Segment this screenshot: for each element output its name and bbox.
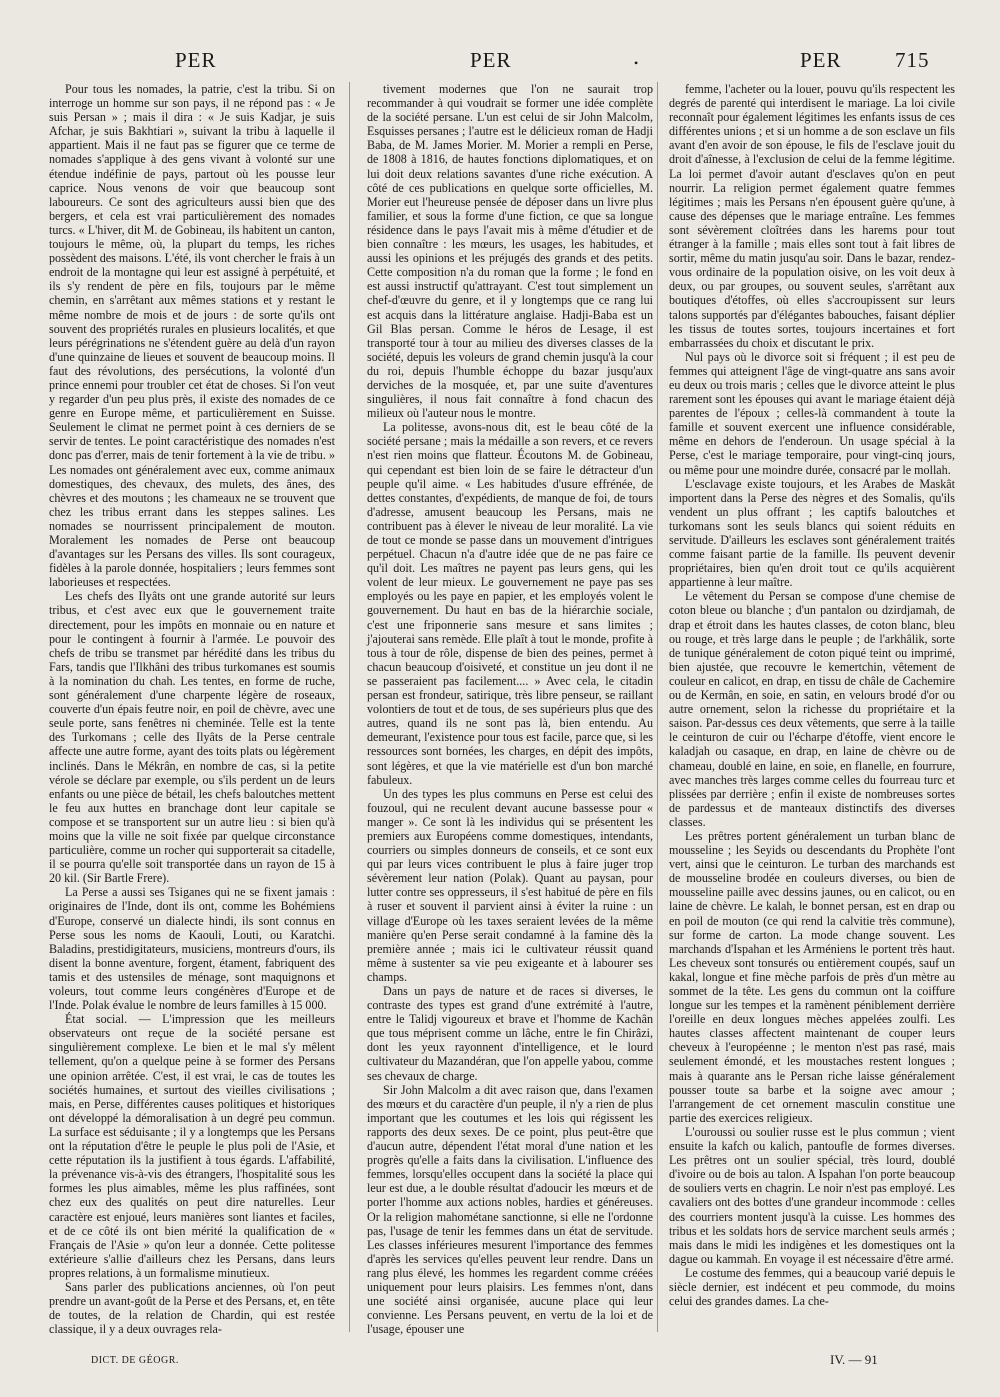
paragraph: Sans parler des publications anciennes, où l'on peut prendre un avant-goût de la Perse et des Persans, et, en tête de toutes, de la relation de Chardin, qui est restée classique, il y a deux ouvrages rela- (49, 1279, 335, 1337)
text-column-3 (669, 82, 955, 1327)
running-header (0, 48, 1000, 78)
paragraph: Le costume des femmes, qui a beaucoup varié depuis le siècle dernier, est indécent et peu commode, du moins celui des grandes dames. La che- (669, 1265, 955, 1309)
paragraph: Sir John Malcolm a dit avec raison que, dans l'examen des mœurs et du caractère d'un peuple, il n'y a rien de plus important que les coutumes et les lois qui régissent les rapports des deux sexes. De ce point, plus peut-être que d'aucun autre, dépendent l'état moral d'une nation et les progrès qu'elle a faits dans la civilisation. L'influence des femmes, lorsqu'elles occupent dans la société la place qui leur est due, a le double résultat d'adoucir les mœurs et de porter l'homme aux actions nobles, hardies et généreuses. Or la religion mahométane sanctionne, si elle ne l'ordonne pas, l'usage de tenir les femmes dans un état de servitude. Les classes inférieures mesurent l'importance des femmes d'après les services qu'elles peuvent leur rendre. Dans un rang plus élevé, les hommes les regardent comme créées uniquement pour leurs plaisirs. Les femmes n'ont, dans une société ainsi organisée, aucune place qui leur convienne. Les Persans peuvent, en vertu de la loi et de l'usage, épouser une (367, 1082, 653, 1337)
paragraph: tivement modernes que l'on ne saurait trop recommander à qui voudrait se former une idée complète de la société persane. L'un est celui de sir John Malcolm, Esquisses persanes ; l'autre est le délicieux roman de Hadji Baba, de M. James Morier. M. Morier a rempli en Perse, de 1808 à 1816, de hautes fonctions diplomatiques, et on lui doit deux relations savantes d'une riche exécution. A côté de ces publications en quelque sorte officielles, M. Morier eut l'heureuse pensée de déposer dans un livre plus familier, et sous la forme d'une fiction, ce que sa longue résidence dans le pays l'avait mis à même d'étudier et de bien connaître : les mœurs, les usages, les habitudes, et aussi les opinions et les préjugés des grands et des petits. Cette composition n'a du roman que la forme ; le fond en est aussi instructif qu'attrayant. C'est tout simplement un chef-d'œuvre du genre, et il y longtemps que ce rang lui est acquis dans la littérature anglaise. Hadji-Baba est un Gil Blas persan. Comme le héros de Lesage, il est transporté tour à tour au milieu des diverses classes de la société, depuis les voleurs de grand chemin jusqu'à la cour du roi, depuis l'humble échoppe du bazar jusqu'aux derviches de la mosquée, et, par une suite d'aventures singulières, il nous fait connaître à fond chacun des milieux où l'auteur nous le montre. (367, 82, 653, 421)
paragraph: Les chefs des Ilyâts ont une grande autorité sur leurs tribus, et c'est avec eux que le gouvernement traite directement, pour les impôts en monnaie ou en nature et pour le contingent à fournir à l'armée. Le pouvoir des chefs de tribu se transmet par hérédité dans les tribus du Fars, tandis que l'Ilkhâni des tribus turkomanes est soumis à la nomination du chah. Les tentes, en forme de ruche, sont généralement d'une charpente légère de roseaux, couverte d'un épais feutre noir, en poil de chèvre, avec une seule porte, sans fenêtres ni cheminée. Telle est la tente des Turkomans ; celle des Ilyâts de la Perse centrale affecte une autre forme, ayant des toits plats ou légèrement inclinés. Dans le Mékrân, en nombre de cas, si la petite vérole se déclare par exemple, ou s'ils perdent un de leurs enfants ou une pièce de bétail, les chefs baloutches mettent le feu aux huttes en branchage dont leur capitale se compose et se transportent sur un autre lieu : si bien qu'à moins que la ville ne soit fixée par quelque circonstance particulière, comme un rocher qui supporterait sa citadelle, il se pourra qu'elle soit transportée dans un rayon de 15 à 20 kil. (Sir Bartle Frere). (49, 589, 335, 886)
paragraph: Nul pays où le divorce soit si fréquent ; il est peu de femmes qui atteignent l'âge de vingt-quatre ans sans avoir eu deux ou trois maris ; celles que le divorce atteint le plus rarement sont les épouses qui avant le mariage étaient déjà parentes de l'époux ; celles-là commandent à toute la famille et souvent exercent une influence considérable, même en dehors de l'enderoun. Un usage spécial à la Perse, c'est le mariage temporaire, pour vingt-cinq jours, ou même pour une moindre durée, consacré par le mollah. (669, 349, 955, 477)
header-right-word: PER (800, 48, 842, 72)
paragraph: L'ouroussi ou soulier russe est le plus commun ; vient ensuite la kafch ou kalich, pantoufle de formes diverses. Les prêtres ont un soulier spécial, très lourd, doublé d'ivoire ou de bois au talon. A Ispahan l'on porte beaucoup de souliers verts en chagrin. Le noir n'est pas employé. Les cavaliers ont des bottes d'une grandeur incommode : celles des courriers montent jusqu'à la cuisse. Les hommes des tribus et les soldats hors de service marchent seuls armés ; mais dans le midi les indigènes et les domestiques ont la dague ou kammah. En voyage il est nécessaire d'être armé. (669, 1124, 955, 1266)
paragraph: L'esclavage existe toujours, et les Arabes de Maskât importent dans la Perse des nègres et des Somalis, qu'ils vendent un plus offrant ; les captifs baloutches et turkomans sont les seuls blancs qui soient réduits en servitude. D'ailleurs les esclaves sont généralement traités comme faisant partie de la famille. Ils peuvent devenir propriétaires, bien qu'en droit tout ce qu'ils acquièrent appartienne à leur maître. (669, 476, 955, 590)
column-divider (657, 82, 658, 1332)
text-column-1 (49, 82, 335, 1337)
paragraph: Pour tous les nomades, la patrie, c'est la tribu. Si on interroge un homme sur son pays, il ne répond pas : « Je suis Persan » ; mais il dira : « Je suis Kadjar, je suis Afchar, je suis Bakhtiari », suivant la tribu à laquelle il appartient. Mais il ne faut pas se figurer que ce terme de nomades s'applique à des gens vivant à volonté sur une étendue indéfinie de pays, partout où les pousse leur caprice. Nous venons de voir que beaucoup sont laboureurs. Ce sont des agriculteurs aussi bien que des bergers, et cela est vrai particulièrement des nomades turcs. « L'hiver, dit M. de Gobineau, ils habitent un canton, toujours le même, où, la plupart du temps, les riches possèdent des maisons. L'été, ils vont chercher le frais à un endroit de la montagne qui leur est assigné à perpétuité, et ils s'y rendent de père en fils, toujours par le même chemin, en s'arrêtant aux mêmes stations et y restant le même nombre de mois et de jours : de sorte qu'ils ont souvent des propriétés rurales en plusieurs localités, et que leurs pérégrinations ne s'étendent guère au delà d'un rayon d'une quinzaine de lieues et souvent de beaucoup moins. Il faut des révolutions, des persécutions, la volonté d'un prince ennemi pour troubler cet état de choses. Si l'on veut y regarder d'un peu plus près, il existe des nomades de ce genre en Europe même, et particulièrement en Suisse. Seulement le climat ne permet point à ces derniers de se servir de tentes. Le point caractéristique des nomades n'est donc pas d'errer, mais de tenir fortement à la vie de tribu. » Les nomades ont généralement avec eux, comme animaux domestiques, des chevaux, des mulets, des ânes, des chèvres et des moutons ; les chameaux ne se trouvent que chez les tribus errant dans les steppes salines. Les nomades se nourrissent principalement de mouton. Moralement les nomades de Perse ont beaucoup d'avantages sur les Persans des villes. Ils sont courageux, fidèles à la parole donnée, hospitaliers ; leurs femmes sont laborieuses et respectées. (49, 82, 335, 590)
paragraph: Dans un pays de nature et de races si diverses, le contraste des types est grand d'une extrémité à l'autre, entre le Talidj vigoureux et brave et l'homme de Kachân que tous méprisent comme un lâche, entre le fin Chirâzi, dont les yeux rayonnent d'intelligence, et le lourd cultivateur du Mazandéran, que l'on appelle yabou, comme ses chevaux de charge. (367, 984, 653, 1083)
paragraph: Le vêtement du Persan se compose d'une chemise de coton bleue ou blanche ; d'un pantalon ou dzirdjamah, de drap et étroit dans les hautes classes, de coton blanc, bleu ou rouge, et très large dans le peuple ; de l'arkhâlik, sorte de tunique généralement de coton piqué teint ou imprimé, bien ajustée, que recouvre le kemertchin, vêtement de couleur en calicot, en drap, en tissu de châle de Cachemire ou de Kermân, en soie, en satin, en velours brodé d'or ou autre ornement, selon la richesse du propriétaire et la saison. Par-dessus ces deux vêtements, que serre à la taille le ceinturon de cuir ou l'écharpe d'étoffe, vient encore le kaladjah ou casaque, en drap, en laine de chèvre ou de chameau, doublé en laine, en soie, en flanelle, en fourrure, avec manches très larges comme celles du fourreau turc et plissées par derrière ; enfin il existe de nombreuses sortes de pardessus et de manteaux distinctifs des diverses classes. (669, 589, 955, 829)
paragraph: État social. — L'impression que les meilleurs observateurs ont reçue de la société persane est singulièrement complexe. Le bien et le mal s'y mêlent tellement, qu'on a quelque peine à se former des Persans une opinion arrêtée. C'est, il est vrai, le cas de toutes les sociétés humaines, et surtout des vieilles civilisations ; mais, en Perse, différentes causes politiques et historiques ont développé la démoralisation à un degré peu commun. La surface est séduisante ; il y a longtemps que les Persans ont la réputation d'être le peuple le plus poli de l'Asie, et cette réputation ils la justifient à tous égards. L'affabilité, la prévenance vis-à-vis des étrangers, l'hospitalité sous les formes les plus aimables, même les plus raffinées, sont chez eux des qualités on peut dire naturelles. Leur caractère est enjoué, leurs manières sont liantes et faciles, et de ce côté ils ont bien mérité la qualification de « Français de l'Asie » qu'on leur a donnée. Cette politesse extérieure s'allie d'ailleurs chez les Persans, dans leurs propres relations, à un formalisme minutieux. (49, 1012, 335, 1280)
text-column-2 (367, 82, 653, 1337)
column-divider (349, 82, 350, 1332)
paragraph: La politesse, avons-nous dit, est le beau côté de la société persane ; mais la médaille a son revers, et ce revers n'est rien moins que flatteur. Écoutons M. de Gobineau, qui cependant est bien loin de se faire le détracteur d'un peuple qu'il aime. « Les habitudes d'usure effrénée, de dettes constantes, d'expédients, de manque de foi, de tours d'adresse, amusent beaucoup les Persans, mais ne contribuent pas à élever le niveau de leur moralité. La vie de tout ce monde se passe dans un mouvement d'intrigues perpétuel. Chacun n'a d'autre idée que de ne pas faire ce qu'il doit. Les maîtres ne payent pas leurs gens, qui les volent de leur mieux. Le gouvernement ne paye pas ses employés ou les paye en papier, et les employés volent le gouvernement. Du haut en bas de la hiérarchie sociale, c'est une friponnerie sans mesure et sans limites ; j'ajouterai sans remède. Elle plaît à tout le monde, profite à tous à tour de rôle, dispense de bien des peines, permet à chacun beaucoup d'oisiveté, et constitue un jeu dont il ne se passeraient pas facilement.... » Avec cela, le citadin persan est frondeur, satirique, très libre penseur, se raillant volontiers de tout et de tous, de ses supérieurs plus que des autres, quand ils ne sont pas là, bien entendu. Au demeurant, l'existence pour tous est facile, parce que, si les ressources sont bornées, les charges, en dépit des impôts, sont légères, et que la vie matérielle est d'un bon marché fabuleux. (367, 420, 653, 787)
paragraph: femme, l'acheter ou la louer, pouvu qu'ils respectent les degrés de parenté qui interdisent le mariage. La loi civile reconnaît pour également légitimes les enfants issus de ces différentes unions ; et si un homme a de son esclave un fils avant d'en avoir de son épouse, le fils de l'esclave jouit du droit d'aînesse, à l'exclusion de celui de la femme légitime. La loi permet d'avoir autant d'esclaves qu'on en peut nourrir. La religion permet également quatre femmes légitimes ; mais les Persans n'en épousent guère qu'une, à cause des dépenses que le mariage entraîne. Les femmes sont sévèrement cloîtrées dans les harems pour tout étranger à la famille ; mais elles sont tout à fait libres de sortir, même du matin jusqu'au soir. Dans le bazar, rendez-vous ordinaire de la population oisive, on les voit deux à deux, ou par groupes, ou souvent seules, s'arrêtant aux boutiques d'étoffes, où elles s'accroupissent sur leurs talons supportés par d'élégantes babouches, faisant déplier les tissus de toutes sortes, toujours incertaines et fort embarrassées du choix et discutant le prix. (669, 82, 955, 350)
paragraph: La Perse a aussi ses Tsiganes qui ne se fixent jamais : originaires de l'Inde, dont ils ont, comme les Bohémiens d'Europe, conservé un dialecte hindi, ils sont connus en Perse sous les noms de Kaouli, Louti, ou Karatchi. Baladins, prestidigitateurs, musiciens, montreurs d'ours, ils disent la bonne aventure, forgent, étament, fabriquent des tamis et des ustensiles de ménage, sont maquignons et voleurs, tout comme leurs congénères d'Europe et de l'Inde. Polak évalue le nombre de leurs familles à 15 000. (49, 885, 335, 1013)
footer-signature: DICT. DE GÉOGR. (91, 1355, 179, 1366)
footer-volume-sheet: IV. — 91 (830, 1352, 878, 1367)
header-left-word: PER (175, 48, 217, 72)
header-center-word: PER (470, 48, 512, 72)
paragraph: Les prêtres portent généralement un turban blanc de mousseline ; les Seyids ou descendants du Prophète l'ont vert, ainsi que le ceinturon. Le turban des marchands est de mousseline brodée en couleurs diverses, ou bien de mousseline paille avec dessins jaunes, ou en calicot, ou en laine de chèvre. Le kalah, le bonnet persan, est en drap ou en poil de mouton (ce qui rend la calvitie très commune), sur forme de carton. La mode change souvent. Les marchands d'Ispahan et les Arméniens le portent très haut. Les cheveux sont tonsurés ou entièrement coupés, sauf un kakal, longue et fine mèche parfois de près d'un mètre au sommet de la tête. Les gens du commun ont la coiffure longue sur les tempes et la ramènent péniblement derrière l'oreille en deux longues mèches appelées zoulfi. Les hautes classes affectent maintenant de couper leurs cheveux à l'européenne ; le menton n'est pas rasé, mais seulement émondé, et les moustaches restent longues ; mais à quarante ans le Persan riche laisse généralement pousser toute sa barbe et la soigne avec amour ; l'arrangement de cet ornement masculin constitue une partie des exercices religieux. (669, 828, 955, 1125)
header-mark: • (634, 56, 640, 70)
paragraph: Un des types les plus communs en Perse est celui des fouzoul, qui ne reculent devant aucune bassesse pour « manger ». Ce sont là les individus qui se présentent les premiers aux Européens comme domestiques, intendants, courriers ou simples donneurs de conseils, et ce sont eux qui par leurs vices contribuent le plus à faire juger trop sévèrement leur nation (Polak). Quant au paysan, pour lutter contre ses oppresseurs, il s'est habitué de père en fils à ruser et souvent il parvient ainsi à éviter la ruine : un village d'Europe où les taxes seraient levées de la même manière qu'en Perse serait condamné à la famine dès la première année ; mais ici le cultivateur réussit quand même à sustenter sa vie peu exigeante et à labourer ses champs. (367, 786, 653, 984)
page-number: 715 (895, 48, 930, 72)
page-footer (0, 1352, 1000, 1375)
